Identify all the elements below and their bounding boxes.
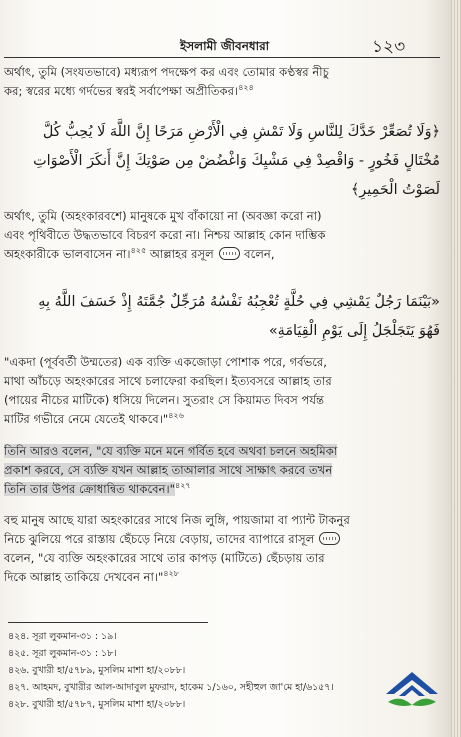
arabic-line: فَهُوَ يَتَجَلْجَلُ إِلَى يَوْمِ الْقِيَامَةِ» — [268, 323, 440, 339]
text-line: কর; স্বরের মধ্যে গর্দভের স্বরই সর্বাপেক্ষা অপ্রীতিকর। — [4, 84, 239, 98]
footnote-item: ৪২৭. আহমদ, বুখারীর আল-আদাবুল মুফরাদ, হাকেম ১/১৬০, সহীহুল জা'মে হা/৬১৫৭। — [8, 682, 334, 693]
text-line: প্রকাশ করবে, সে ব্যক্তি যখন আল্লাহ তাআলার সাথে সাক্ষাৎ করবে তখন — [4, 463, 333, 477]
page-number: ১২৩ — [372, 37, 406, 57]
footnote-divider — [8, 622, 208, 623]
text-line: অহংকারীকে ভালবাসেন না। — [4, 247, 131, 261]
text-line: নিচে ঝুলিয়ে পরে রাস্তায় ছেঁচড়ে নিয়ে বেড়ায়, তাদের ব্যাপারে রাসূল — [4, 532, 315, 546]
arabic-line: ﴿وَلَا تُصَعِّرْ خَدَّكَ لِلنَّاسِ وَلَا تَمْشِ فِي الْأَرْضِ مَرَحًا إِنَّ اللَّهَ لَا يُحِبُّ كُلَّ — [42, 124, 440, 140]
text-line: অর্থাৎ, তুমি (অহংকারবশে) মানুষকে মুখ বাঁকায়ো না (অবজ্ঞা করো না) — [4, 209, 322, 223]
arabic-line: لَصَوْتُ الْحَمِيرِ﴾ — [350, 182, 440, 198]
footnote-item: ৪২৮. বুখারী হা/৫৭৮৭, মুসলিম মাশা হা/২০৮৮। — [8, 699, 186, 710]
footnote-ref: ৪২৬ — [168, 411, 184, 421]
text-line: মাথা আঁচড়ে অহংকারের সাথে চলাফেরা করছিল। ইত্যবসরে আল্লাহ তার — [4, 374, 332, 388]
publisher-logo-icon — [382, 668, 442, 713]
text-line: দিকে আল্লাহ তাকিয়ে দেখবেন না।" — [4, 570, 164, 584]
translation-paragraph-5 — [4, 511, 440, 587]
hadith-arabic — [4, 288, 440, 346]
text-line: এবং পৃথিবীতে উদ্ধতভাবে বিচরণ করো না। নিশ্চয় আল্লাহ কোন দাম্ভিক — [4, 228, 326, 242]
header-rule — [4, 57, 440, 58]
text-line: অর্থাৎ, তুমি (সংযতভাবে) মধ্যরূপ পদক্ষেপ কর এবং তোমার কণ্ঠস্বর নীচু — [4, 65, 329, 79]
hadith-translation-1 — [4, 353, 440, 429]
salawat-icon — [219, 247, 240, 260]
footnote-item: ৪২৫. সূরা লুকমান-৩১ : ১৮। — [8, 648, 117, 659]
running-title: ইসলামী জীবনধারা — [180, 39, 270, 53]
arabic-line: «بَيْنَمَا رَجُلٌ يَمْشِي فِي حُلَّةٍ تُعْجِبُهُ نَفْسُهُ مُرَجِّلٌ جُمَّتَهُ إِذْ خَسَفَ اللَّهُ بِهِ — [38, 294, 440, 310]
page-header — [0, 38, 440, 60]
text-line: আল্লাহর রসূল — [146, 247, 214, 261]
footnote-ref: ৪২৮ — [163, 569, 179, 579]
translation-paragraph-1 — [4, 63, 440, 101]
footnote-item: ৪২৬. বুখারী হা/৫৭৮৯, মুসলিম মাশা হা/২০৮৮। — [8, 665, 186, 676]
hadith-translation-2 — [4, 442, 440, 499]
quran-ayah — [4, 118, 440, 205]
salawat-icon — [319, 532, 340, 545]
text-line: বলেন, — [240, 247, 275, 261]
footnote-item: ৪২৪. সূরা লুকমান-৩১ : ১৯। — [8, 631, 117, 642]
translation-paragraph-2 — [4, 207, 440, 264]
footnote-ref: ৪২৪ — [238, 83, 254, 93]
text-line: "একদা (পূর্ববর্তী উম্মতের) এক ব্যক্তি একজোড়া পোশাক পরে, গর্বভরে, — [4, 355, 327, 369]
text-line: বহু মানুষ আছে যারা অহংকারের সাথে নিজ লুঙ্গি, পায়জামা বা প্যান্ট টাকনুর — [4, 513, 350, 527]
text-line: তিনি আরও বলেন, "যে ব্যক্তি মনে মনে গর্বিত হবে অথবা চলনে অহমিকা — [4, 444, 338, 458]
footnote-ref: ৪২৫ — [130, 246, 147, 256]
text-line: মাটির গভীরে নেমে যেতেই থাকবে।" — [4, 412, 169, 426]
text-line: তিনি তার উপর ক্রোধান্বিত থাকবেন।" — [4, 482, 175, 496]
text-line: বলেন, "যে ব্যক্তি অহংকারের সাথে তার কাপড় (মাটিতে) ছেঁচড়ায় তার — [4, 551, 325, 565]
footnote-ref: ৪২৭ — [175, 481, 191, 491]
arabic-line: مُخْتَالٍ فَخُورٍ - وَاقْصِدْ فِي مَشْيِكَ وَاغْضُضْ مِن صَوْتِكَ إِنَّ أَنكَرَ الْأَصْوَاتِ — [33, 153, 440, 169]
text-line: (পায়ের নীচের মাটিকে) ধসিয়ে দিলেন। সুতরাং সে কিয়ামত দিবস পর্যন্ত — [4, 393, 325, 407]
page-edge — [451, 0, 461, 737]
